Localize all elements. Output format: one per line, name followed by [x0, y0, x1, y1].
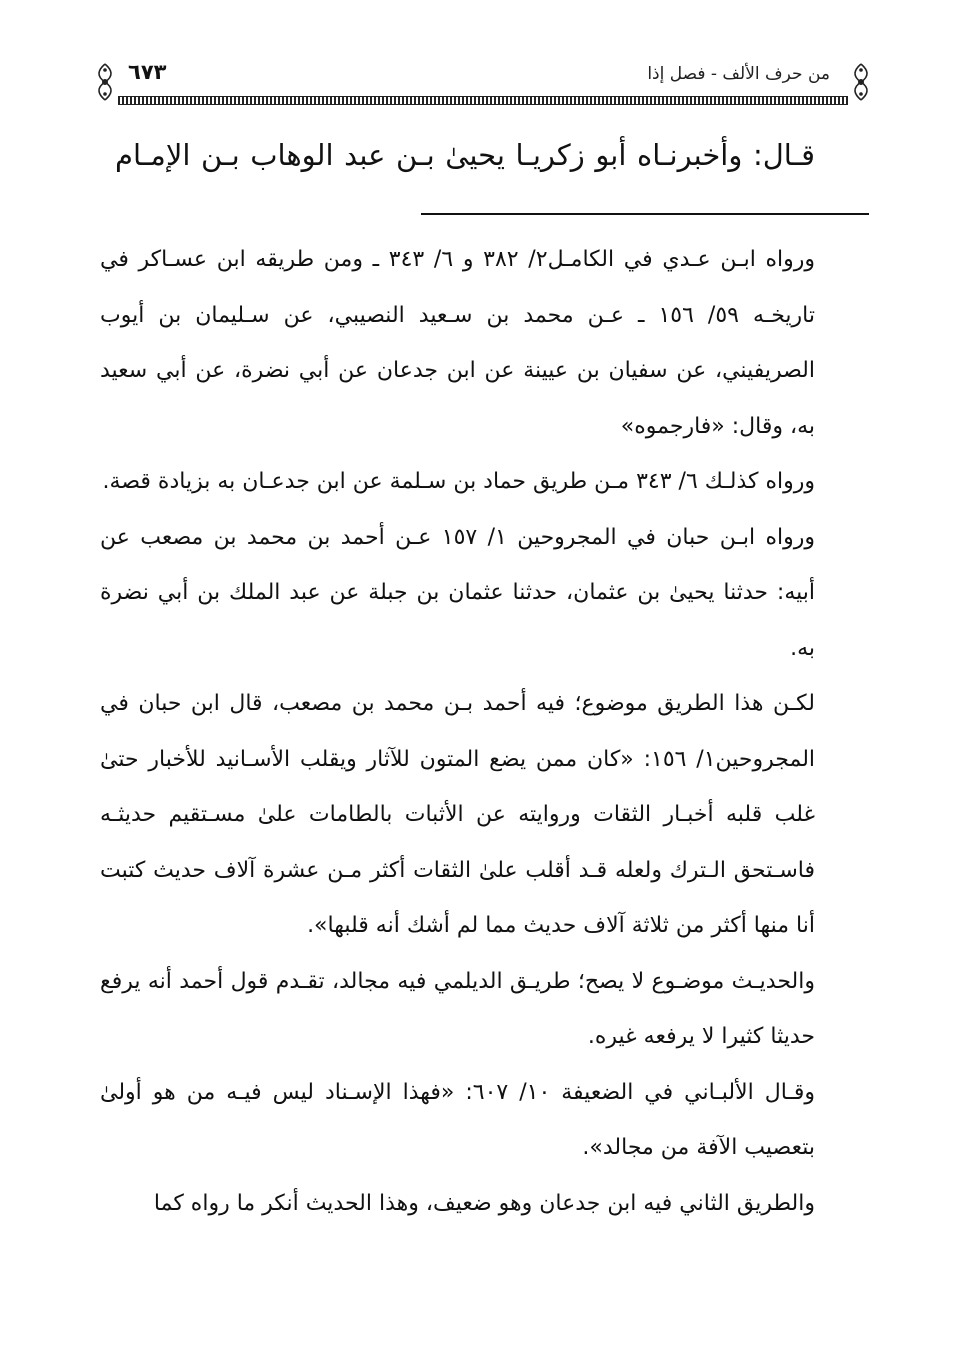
footnote-paragraph: ورواه كذلـك ٦/ ٣٤٣ مـن طريق حماد بن سـلمة عن ابن جدعـان به بزيادة قصة.	[102, 469, 815, 494]
footnote-paragraph: والطريق الثاني فيه ابن جدعان وهو ضعيف، وهذا الحديث أنكر ما رواه كما	[153, 1190, 815, 1216]
footnote-paragraph: والحديـث موضـوع لا يصح؛ طريـق الديلمي فيه مجالد، تقـدم قول أحمد أنه يرفع حديثا كثيرا لا يرفعه غيره.	[100, 968, 815, 1049]
running-header	[92, 58, 874, 106]
footnote-paragraph: وقـال الألبـاني في الضعيفة ١٠/ ٦٠٧: «فهذا الإسـناد ليس فيـه من هو أولىٰ بتعصيب الآفة من مجالد».	[100, 1079, 816, 1160]
footnote-paragraph: ورواه ابـن حبان في المجروحين ١/ ١٥٧ عـن أحمد بن محمد بن مصعب عن أبيه: حدثنا يحيىٰ بن عثمان، حدثنا عثمان بن جبلة عن عبد الملك بن أبي نضرة به.	[100, 524, 815, 661]
footnote-separator	[421, 213, 869, 215]
header-ornament-left-icon	[92, 62, 118, 102]
main-body-text: قـال: وأخبرنـاه أبو زكريـا يحيىٰ بـن عبد الوهاب بـن الإمـام	[115, 138, 815, 172]
footnote-paragraph: لكـن هذا الطريق موضوع؛ فيه أحمد بـن محمد بن مصعب، قال ابن حبان في المجروحين١/ ١٥٦: «كان ممن يضع المتون للآثار ويقلب الأسـانيد للأخبار حتىٰ غلب قلبه أخبـار الثقات وروايته عن الأثبات بالطامات علىٰ مسـتقيم حديثـه فاسـتحق الـترك ولعله قـد أقلب علىٰ الثقات أكثر مـن عشرة آلاف حديث كتبت أنا منها أكثر من ثلاثة آلاف حديث مما لم أشك أنه قلبها».	[100, 691, 816, 938]
header-ornament-right-icon	[848, 62, 874, 102]
footnote-paragraph: ورواه ابـن عـدي في الكامـل٢/ ٣٨٢ و ٦/ ٣٤٣ ـ ومن طريقه ابن عسـاكر في تاريخـه ٥٩/ ١٥٦ ـ عـن محمد بن سـعيد النصيبي، عن سـليمان بن أيوب الصريفيني، عن سفيان بن عيينة عن ابن جدعان عن أبي نضرة، عن أبي سعيد به، وقال: «فارجموه»	[100, 247, 816, 439]
footnotes-section	[100, 232, 815, 1231]
page-number: ٦٧٣	[122, 60, 172, 84]
header-ornamental-rule	[118, 96, 848, 105]
header-section-title: من حرف الألف - فصل إذا	[639, 64, 838, 84]
